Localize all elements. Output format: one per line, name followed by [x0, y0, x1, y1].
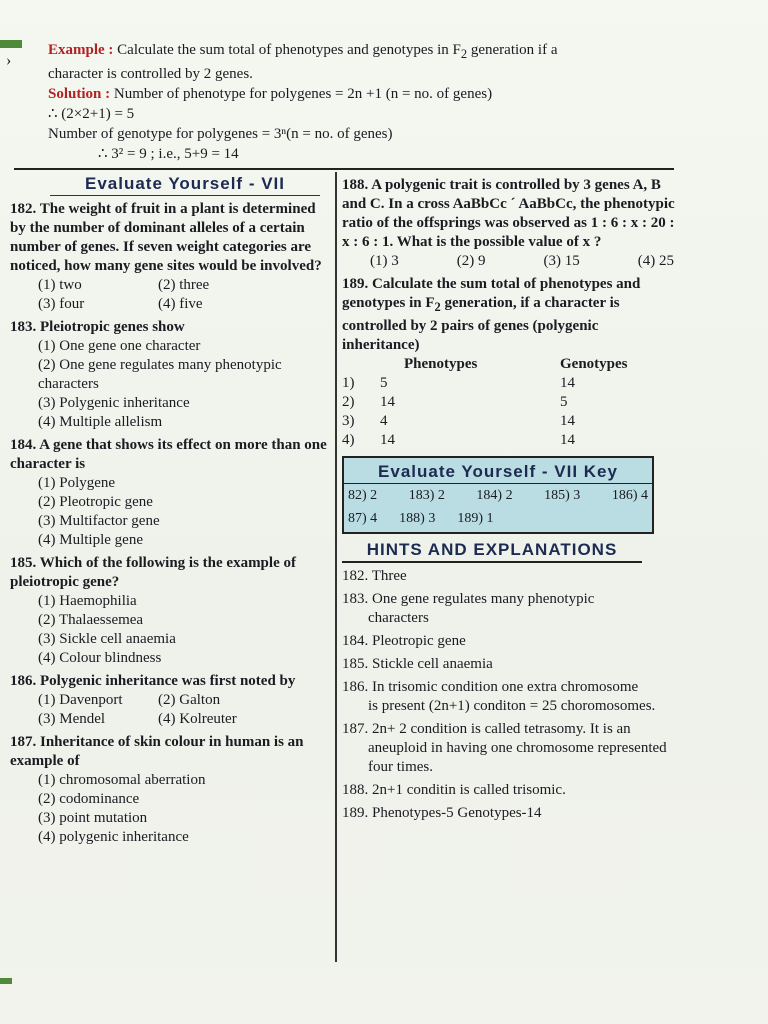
- option: (4) 25: [637, 253, 674, 269]
- answer-key-row: [348, 484, 648, 507]
- option: (1) Haemophilia: [38, 593, 137, 609]
- option: (4) polygenic inheritance: [38, 829, 189, 845]
- table-row: [342, 431, 642, 450]
- option: (3) Mendel: [38, 711, 106, 727]
- hint-number: 189.: [342, 805, 369, 821]
- hint-item: [342, 678, 678, 697]
- question-183: [10, 318, 332, 432]
- green-edge-mark: [0, 978, 12, 984]
- question-text: [10, 672, 332, 691]
- question-text: [342, 275, 678, 355]
- option: (4) Colour blindness: [38, 650, 162, 666]
- options-row: [10, 295, 332, 314]
- example-text: Calculate the sum total of phenotypes and genotypes in F: [117, 42, 461, 58]
- question-number: 189.: [342, 276, 369, 292]
- table-row: [342, 412, 642, 431]
- genotype-value: 14: [560, 432, 575, 448]
- question-text: [10, 436, 332, 474]
- phenotype-value: 4: [380, 413, 388, 429]
- option: (1) 3: [370, 253, 399, 269]
- option: (2) Thalaessemea: [38, 612, 144, 628]
- hint-item: [342, 804, 678, 823]
- key-answer: 87) 4: [348, 511, 378, 526]
- option: (1) Polygene: [38, 475, 116, 491]
- option: (4) Kolreuter: [158, 711, 237, 727]
- table-header: [342, 355, 642, 374]
- hints-title: HINTS AND EXPLANATIONS: [342, 540, 642, 563]
- question-body: A polygenic trait is controlled by 3 genes A, B and C. In a cross AaBbCc ´ AaBbCc, the phenotypic ratio of the offsprings was observed as 1 : 6 : x : 20 : x : 6 : 1. What is the possible value of x ?: [342, 177, 675, 250]
- question-185: [10, 554, 332, 668]
- example-label: Example :: [48, 42, 114, 58]
- option: (2) One gene regulates many phenotypic characters: [38, 357, 282, 392]
- solution-step: Number of genotype for polygenes = 3ⁿ(n = no. of genes): [48, 126, 393, 142]
- question-body: Polygenic inheritance was first noted by: [40, 673, 296, 689]
- hint-number: 183.: [342, 591, 369, 607]
- hint-text: Pleotropic gene: [372, 633, 466, 649]
- option: (1) two: [38, 277, 82, 293]
- option: (2) three: [158, 277, 210, 293]
- option: (1) chromosomal aberration: [38, 772, 206, 788]
- question-number: 185.: [10, 555, 37, 571]
- left-column: [10, 170, 332, 847]
- right-column: [342, 172, 678, 823]
- option: (1) Davenport: [38, 692, 123, 708]
- key-answer: 183) 2: [408, 488, 445, 503]
- question-187: [10, 733, 332, 847]
- key-answer: 185) 3: [544, 488, 581, 503]
- genotype-value: 5: [560, 394, 568, 410]
- option: (4) five: [158, 296, 203, 312]
- phenotype-value: 5: [380, 375, 388, 391]
- solution-step: ∴ 3² = 9 ; i.e., 5+9 = 14: [98, 146, 239, 162]
- option: (3) Multifactor gene: [38, 513, 160, 529]
- hint-item: [342, 655, 678, 674]
- answer-key-title: Evaluate Yourself - VII Key: [344, 460, 652, 484]
- question-body-end: generation, if a character is controlled by 2 pairs of genes (polygenic inheritance): [342, 295, 620, 353]
- subscript: 2: [434, 300, 441, 314]
- example-text-end: generation if a: [467, 42, 558, 58]
- table-row: [342, 374, 642, 393]
- option: (3) four: [38, 296, 85, 312]
- table-row: [342, 393, 642, 412]
- options-row: [10, 276, 332, 295]
- hint-item: [342, 632, 678, 651]
- hint-item: [342, 720, 678, 739]
- question-text: [342, 176, 678, 252]
- genotype-value: 14: [560, 413, 575, 429]
- hints-list: [342, 567, 678, 823]
- options-row: [342, 252, 678, 271]
- option: (1) One gene one character: [38, 338, 201, 354]
- hint-text: One gene regulates many phenotypic: [372, 591, 595, 607]
- solution-label: Solution :: [48, 86, 111, 102]
- hint-number: 185.: [342, 656, 369, 672]
- key-answer: 189) 1: [457, 511, 494, 526]
- question-text: [10, 200, 332, 276]
- hint-number: 184.: [342, 633, 369, 649]
- example-line: [48, 40, 608, 64]
- key-answer: 188) 3: [399, 511, 436, 526]
- hint-continuation: aneuploid in having one chromosome represented four times.: [368, 740, 667, 775]
- question-188: [342, 176, 678, 271]
- question-body: Pleiotropic genes show: [40, 319, 185, 335]
- question-189: [342, 275, 678, 450]
- question-list: [10, 200, 332, 847]
- question-number: 184.: [10, 437, 37, 453]
- question-text: [10, 554, 332, 592]
- option: (3) Polygenic inheritance: [38, 395, 190, 411]
- subscript: 2: [460, 47, 468, 61]
- example-text-2: character is controlled by 2 genes.: [48, 66, 253, 82]
- options-table: [342, 355, 642, 450]
- question-text: [10, 318, 332, 337]
- question-body: The weight of fruit in a plant is determined by the number of dominant alleles of a certain number of genes. If seven weight categories are noticed, how many gene sites would be involved?: [10, 201, 322, 274]
- hint-continuation: is present (2n+1) conditon = 25 choromosomes.: [368, 698, 656, 714]
- hint-item: [342, 567, 678, 586]
- table-body: [342, 374, 642, 450]
- option: (3) point mutation: [38, 810, 148, 826]
- option: (2) Pleotropic gene: [38, 494, 153, 510]
- option: (4) Multiple allelism: [38, 414, 163, 430]
- answer-key-row: [348, 507, 648, 530]
- hint-text: Phenotypes-5 Genotypes-14: [372, 805, 542, 821]
- options-row: [10, 691, 332, 710]
- hint-text: 2n+1 conditin is called trisomic.: [372, 782, 566, 798]
- question-number: 183.: [10, 319, 37, 335]
- answer-key-box: [342, 456, 654, 534]
- solution-text: Number of phenotype for polygenes = 2n +1 (n = no. of genes): [113, 86, 493, 102]
- question-body: A gene that shows its effect on more than one character is: [10, 437, 327, 472]
- question-text: [10, 733, 332, 771]
- hint-number: 188.: [342, 782, 369, 798]
- question-184: [10, 436, 332, 550]
- option: (3) 15: [543, 253, 580, 269]
- column-divider: [335, 172, 337, 962]
- question-body: Which of the following is the example of pleiotropic gene?: [10, 555, 296, 590]
- option: (2) codominance: [38, 791, 140, 807]
- key-answer: 82) 2: [348, 488, 378, 503]
- arrow-icon: ›: [6, 52, 12, 69]
- key-answer: 186) 4: [611, 488, 648, 503]
- options-row: [10, 710, 332, 729]
- solution-step: ∴ (2×2+1) = 5: [48, 106, 135, 122]
- example-block: [48, 40, 608, 164]
- solution-line: [48, 84, 608, 104]
- column-header: Phenotypes: [404, 356, 478, 372]
- question-number: 187.: [10, 734, 37, 750]
- option-number: 1): [342, 375, 355, 391]
- genotype-value: 14: [560, 375, 575, 391]
- hint-text: 2n+ 2 condition is called tetrasomy. It is an: [372, 721, 631, 737]
- option-number: 3): [342, 413, 355, 429]
- option: (4) Multiple gene: [38, 532, 143, 548]
- key-answer: 184) 2: [476, 488, 513, 503]
- question-body: Calculate the sum total of phenotypes and genotypes in F: [342, 276, 641, 311]
- question-number: 186.: [10, 673, 37, 689]
- phenotype-value: 14: [380, 432, 395, 448]
- hint-item: [342, 781, 678, 800]
- hint-item: [342, 590, 678, 609]
- question-186: [10, 672, 332, 729]
- hint-text: Three: [371, 568, 407, 584]
- hint-number: 182.: [342, 568, 369, 584]
- green-edge-mark: [0, 40, 22, 48]
- question-number: 188.: [342, 177, 369, 193]
- option: (2) 9: [456, 253, 486, 269]
- column-header: Genotypes: [560, 356, 628, 372]
- evaluate-yourself-title: Evaluate Yourself - VII: [50, 170, 320, 196]
- question-number: 182.: [10, 201, 37, 217]
- hint-number: 186.: [342, 679, 369, 695]
- option-number: 2): [342, 394, 355, 410]
- phenotype-value: 14: [380, 394, 395, 410]
- option: (3) Sickle cell anaemia: [38, 631, 176, 647]
- option-number: 4): [342, 432, 355, 448]
- hint-text: In trisomic condition one extra chromosome: [372, 679, 639, 695]
- option: (2) Galton: [158, 692, 221, 708]
- hint-number: 187.: [342, 721, 369, 737]
- question-body: Inheritance of skin colour in human is an example of: [10, 734, 304, 769]
- hint-continuation: characters: [368, 610, 429, 626]
- hint-text: Stickle cell anaemia: [372, 656, 493, 672]
- question-182: [10, 200, 332, 314]
